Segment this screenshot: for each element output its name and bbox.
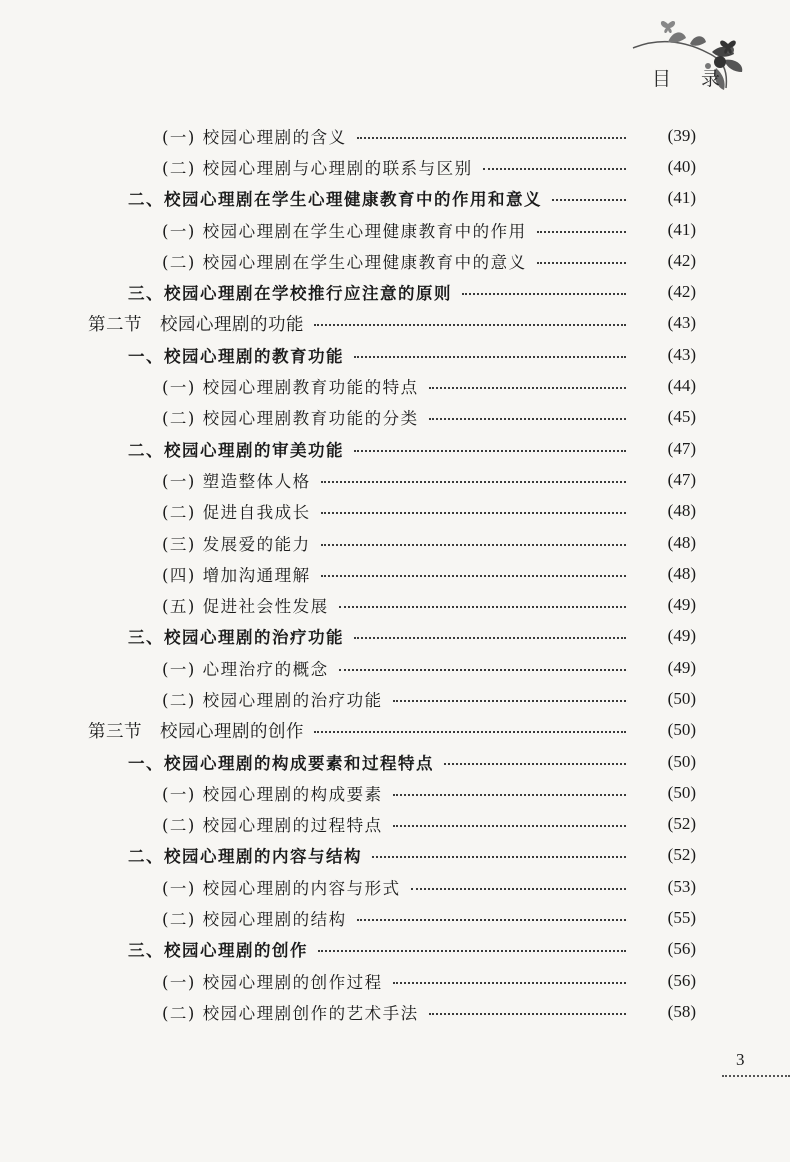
toc-subheading-entry [0, 214, 790, 245]
page-header-title: 目 录 [652, 68, 733, 90]
toc-entry-label: (五) 促进社会性发展 [162, 597, 329, 617]
dot-leader [321, 481, 626, 483]
toc-entry-page: (49) [667, 626, 696, 646]
toc-entry-page: (42) [667, 250, 696, 270]
toc-entry-page: (56) [667, 939, 696, 959]
toc-entry-label: 第二节 校园心理剧的功能 [88, 313, 304, 334]
toc-entry-page: (50) [667, 751, 696, 771]
toc-subheading-entry [0, 558, 790, 589]
toc-entry-label: (二) 校园心理剧教育功能的分类 [162, 409, 419, 429]
dot-leader [393, 794, 626, 796]
butterfly-vine-ornament [628, 8, 758, 108]
dot-leader [354, 450, 626, 452]
dot-leader [444, 763, 626, 765]
toc-entry-label: (一) 校园心理剧在学生心理健康教育中的作用 [162, 221, 527, 241]
toc-subheading-entry [0, 777, 790, 808]
dot-leader [339, 669, 626, 671]
toc-entry-page: (52) [667, 814, 696, 834]
toc-section-entry [0, 715, 790, 746]
dot-leader [393, 982, 626, 984]
toc-entry-page: (49) [667, 595, 696, 615]
dot-leader [357, 137, 626, 139]
toc-entry-page: (48) [667, 563, 696, 583]
dot-leader [314, 731, 626, 733]
toc-subheading-entry [0, 370, 790, 401]
toc-subheading-entry [0, 527, 790, 558]
toc-entry-label: (二) 校园心理剧的治疗功能 [162, 690, 383, 710]
dot-leader [339, 606, 626, 608]
dot-leader [537, 231, 626, 233]
toc-entry-label: 三、校园心理剧在学校推行应注意的原则 [128, 284, 452, 304]
toc-entry-page: (44) [667, 376, 696, 396]
toc-entry-page: (40) [667, 156, 696, 176]
toc-entry-label: (四) 增加沟通理解 [162, 565, 311, 585]
dot-leader [318, 950, 626, 952]
dot-leader [462, 293, 626, 295]
toc-entry-page: (47) [667, 438, 696, 458]
toc-entry-label: 第三节 校园心理剧的创作 [88, 720, 304, 741]
toc-entry-label: 二、校园心理剧的内容与结构 [128, 847, 362, 867]
toc-subheading-entry [0, 151, 790, 182]
toc-entry-label: 三、校园心理剧的创作 [128, 941, 308, 961]
toc-subheading-entry [0, 871, 790, 902]
toc-heading-entry [0, 621, 790, 652]
toc-heading-entry [0, 276, 790, 307]
toc-heading-entry [0, 746, 790, 777]
toc-entry-label: (一) 校园心理剧的含义 [162, 127, 347, 147]
toc-entry-page: (45) [667, 407, 696, 427]
toc-entry-page: (43) [667, 313, 696, 333]
toc-entry-label: 二、校园心理剧的审美功能 [128, 440, 344, 460]
toc-heading-entry [0, 840, 790, 871]
dot-leader [429, 387, 626, 389]
toc-entry-page: (41) [667, 219, 696, 239]
toc-entry-label: (二) 促进自我成长 [162, 503, 311, 523]
toc-subheading-entry [0, 902, 790, 933]
toc-subheading-entry [0, 496, 790, 527]
toc-entry-page: (41) [667, 188, 696, 208]
toc-entry-label: (二) 校园心理剧的过程特点 [162, 816, 383, 836]
toc-subheading-entry [0, 402, 790, 433]
toc-subheading-entry [0, 996, 790, 1027]
footer-dotted-rule [722, 1075, 790, 1077]
toc-entry-label: (二) 校园心理剧与心理剧的联系与区别 [162, 158, 473, 178]
toc-entry-label: 二、校园心理剧在学生心理健康教育中的作用和意义 [128, 190, 542, 210]
dot-leader [321, 575, 626, 577]
toc-subheading-entry [0, 464, 790, 495]
toc-entry-page: (50) [667, 688, 696, 708]
dot-leader [372, 856, 626, 858]
toc-entry-page: (43) [667, 344, 696, 364]
toc-entry-page: (50) [667, 720, 696, 740]
dot-leader [354, 356, 626, 358]
toc-entry-page: (48) [667, 532, 696, 552]
toc-subheading-entry [0, 683, 790, 714]
toc-entry-label: (二) 校园心理剧创作的艺术手法 [162, 1003, 419, 1023]
toc-entry-page: (39) [667, 125, 696, 145]
dot-leader [314, 324, 626, 326]
toc-subheading-entry [0, 120, 790, 151]
toc-entry-label: (二) 校园心理剧的结构 [162, 910, 347, 930]
toc-subheading-entry [0, 652, 790, 683]
toc-entry-label: 三、校园心理剧的治疗功能 [128, 628, 344, 648]
toc-entry-label: (二) 校园心理剧在学生心理健康教育中的意义 [162, 252, 527, 272]
toc-entry-page: (50) [667, 782, 696, 802]
toc-entry-page: (53) [667, 876, 696, 896]
dot-leader [411, 888, 626, 890]
dot-leader [321, 512, 626, 514]
toc-entry-page: (55) [667, 908, 696, 928]
toc-entry-label: (一) 校园心理剧教育功能的特点 [162, 378, 419, 398]
toc-entry-label: (一) 校园心理剧的内容与形式 [162, 878, 401, 898]
dot-leader [357, 919, 626, 921]
toc-subheading-entry [0, 809, 790, 840]
toc-entry-label: (三) 发展爱的能力 [162, 534, 311, 554]
dot-leader [393, 825, 626, 827]
page-number: 3 [736, 1050, 745, 1069]
toc-entry-page: (48) [667, 501, 696, 521]
toc-subheading-entry [0, 245, 790, 276]
toc-subheading-entry [0, 589, 790, 620]
toc-entry-page: (42) [667, 282, 696, 302]
toc-section-entry [0, 308, 790, 339]
dot-leader [354, 637, 626, 639]
dot-leader [393, 700, 626, 702]
dot-leader [321, 544, 626, 546]
toc-heading-entry [0, 433, 790, 464]
toc-entry-page: (52) [667, 845, 696, 865]
dot-leader [429, 418, 626, 420]
table-of-contents [0, 120, 790, 1028]
toc-entry-page: (47) [667, 469, 696, 489]
toc-heading-entry [0, 183, 790, 214]
toc-entry-label: (一) 校园心理剧的构成要素 [162, 784, 383, 804]
toc-entry-label: (一) 塑造整体人格 [162, 471, 311, 491]
dot-leader [429, 1013, 626, 1015]
toc-subheading-entry [0, 965, 790, 996]
toc-entry-page: (58) [667, 1001, 696, 1021]
dot-leader [537, 262, 626, 264]
toc-entry-page: (49) [667, 657, 696, 677]
dot-leader [483, 168, 626, 170]
butterfly-icon [661, 21, 675, 33]
toc-heading-entry [0, 934, 790, 965]
toc-entry-label: 一、校园心理剧的教育功能 [128, 346, 344, 366]
toc-entry-label: 一、校园心理剧的构成要素和过程特点 [128, 753, 434, 773]
toc-heading-entry [0, 339, 790, 370]
toc-entry-page: (56) [667, 970, 696, 990]
toc-entry-label: (一) 心理治疗的概念 [162, 659, 329, 679]
toc-entry-label: (一) 校园心理剧的创作过程 [162, 972, 383, 992]
dot-leader [552, 199, 626, 201]
